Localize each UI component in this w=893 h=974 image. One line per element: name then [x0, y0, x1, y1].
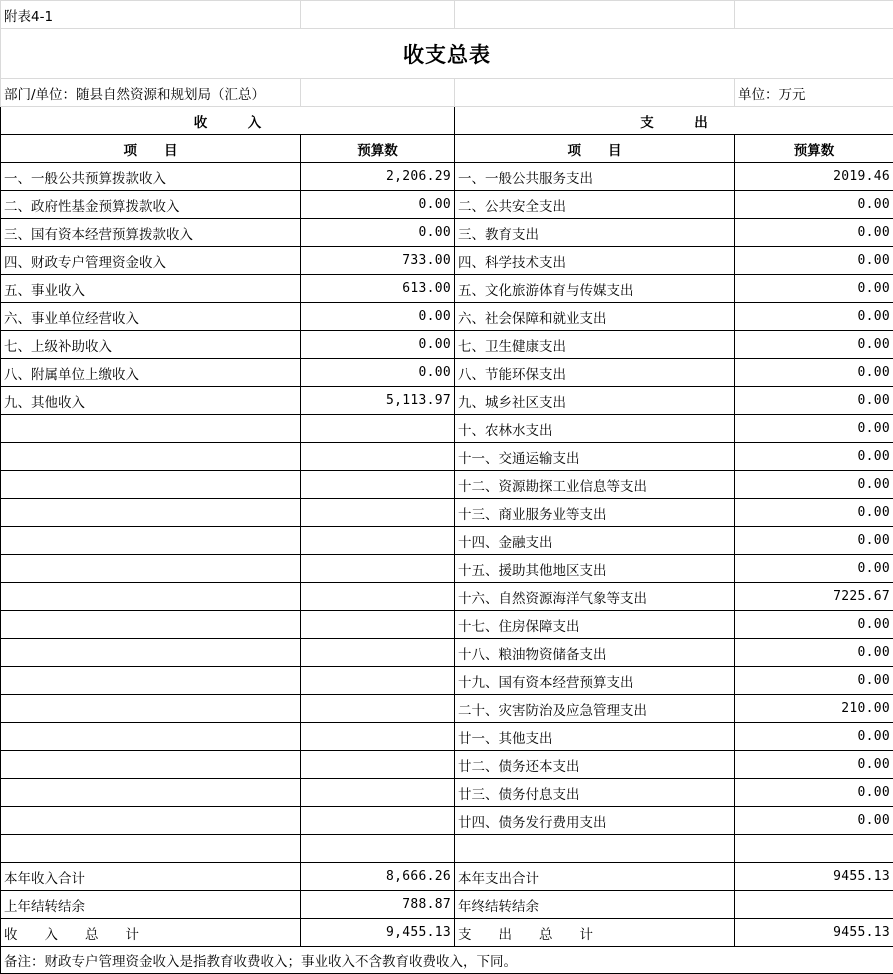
income-value-cell[interactable]: 5,113.97 — [301, 387, 455, 415]
income-item-header[interactable]: 项 目 — [1, 135, 301, 163]
income-item-cell[interactable] — [1, 499, 301, 527]
expense-header[interactable]: 支 出 — [455, 107, 893, 135]
empty-cell[interactable] — [301, 1, 455, 29]
expense-value-cell[interactable]: 0.00 — [735, 779, 893, 807]
income-item-cell[interactable]: 六、事业单位经营收入 — [1, 303, 301, 331]
income-value-cell[interactable] — [301, 667, 455, 695]
expense-item-cell[interactable]: 十七、住房保障支出 — [455, 611, 735, 639]
expense-item-cell[interactable]: 六、社会保障和就业支出 — [455, 303, 735, 331]
income-value-cell[interactable]: 9,455.13 — [301, 919, 455, 947]
table-row — [1, 807, 893, 835]
table-row — [1, 275, 893, 303]
table-row — [1, 303, 893, 331]
expense-value-cell[interactable]: 210.00 — [735, 695, 893, 723]
income-value-cell[interactable] — [301, 555, 455, 583]
expense-value-cell[interactable]: 0.00 — [735, 751, 893, 779]
expense-item-cell[interactable] — [455, 835, 735, 863]
income-item-cell[interactable] — [1, 527, 301, 555]
expense-budget-header[interactable]: 预算数 — [735, 135, 893, 163]
income-value-cell[interactable] — [301, 583, 455, 611]
income-value-cell[interactable] — [301, 415, 455, 443]
table-row — [1, 331, 893, 359]
table-row — [1, 667, 893, 695]
expense-value-cell[interactable]: 7225.67 — [735, 583, 893, 611]
title-row — [1, 29, 893, 79]
income-item-cell[interactable] — [1, 415, 301, 443]
income-item-cell[interactable]: 八、附属单位上缴收入 — [1, 359, 301, 387]
expense-value-cell[interactable]: 0.00 — [735, 359, 893, 387]
income-value-cell[interactable] — [301, 639, 455, 667]
expense-value-cell[interactable] — [735, 835, 893, 863]
expense-value-cell[interactable]: 0.00 — [735, 275, 893, 303]
income-value-cell[interactable] — [301, 807, 455, 835]
expense-item-cell[interactable]: 十二、资源勘探工业信息等支出 — [455, 471, 735, 499]
income-item-cell[interactable] — [1, 667, 301, 695]
income-item-cell[interactable]: 三、国有资本经营预算拨款收入 — [1, 219, 301, 247]
income-item-cell[interactable] — [1, 751, 301, 779]
expense-item-cell[interactable]: 十六、自然资源海洋气象等支出 — [455, 583, 735, 611]
sheet-label-row — [1, 1, 893, 29]
expense-item-cell[interactable]: 二、公共安全支出 — [455, 191, 735, 219]
expense-value-cell[interactable]: 0.00 — [735, 667, 893, 695]
table-row — [1, 247, 893, 275]
table-row — [1, 695, 893, 723]
expense-item-cell[interactable]: 本年支出合计 — [455, 863, 735, 891]
department-row — [1, 79, 893, 107]
expense-item-cell[interactable]: 廿二、债务还本支出 — [455, 751, 735, 779]
income-header[interactable]: 收 入 — [1, 107, 455, 135]
section-header-row — [1, 107, 893, 135]
total-row — [1, 919, 893, 947]
table-row — [1, 219, 893, 247]
table-row — [1, 723, 893, 751]
expense-value-cell[interactable]: 0.00 — [735, 443, 893, 471]
table-row — [1, 527, 893, 555]
expense-item-cell[interactable]: 十、农林水支出 — [455, 415, 735, 443]
income-value-cell[interactable]: 8,666.26 — [301, 863, 455, 891]
expense-value-cell[interactable]: 0.00 — [735, 191, 893, 219]
income-value-cell[interactable] — [301, 443, 455, 471]
income-value-cell[interactable]: 2,206.29 — [301, 163, 455, 191]
income-item-cell[interactable]: 四、财政专户管理资金收入 — [1, 247, 301, 275]
income-item-cell[interactable] — [1, 611, 301, 639]
income-item-cell[interactable]: 五、事业收入 — [1, 275, 301, 303]
expense-value-cell[interactable]: 0.00 — [735, 471, 893, 499]
expense-value-cell[interactable]: 0.00 — [735, 303, 893, 331]
footnote[interactable]: 备注：财政专户管理资金收入是指教育收费收入；事业收入不含教育收费收入，下同。 — [1, 947, 893, 974]
expense-value-cell[interactable]: 9455.13 — [735, 919, 893, 947]
expense-value-cell[interactable]: 0.00 — [735, 527, 893, 555]
table-row — [1, 751, 893, 779]
department-label[interactable]: 部门/单位：随县自然资源和规划局（汇总） — [1, 79, 301, 107]
income-item-cell[interactable]: 九、其他收入 — [1, 387, 301, 415]
expense-item-cell[interactable]: 廿四、债务发行费用支出 — [455, 807, 735, 835]
empty-cell[interactable] — [455, 1, 735, 29]
expense-value-cell[interactable]: 2019.46 — [735, 163, 893, 191]
expense-item-cell[interactable]: 廿三、债务付息支出 — [455, 779, 735, 807]
table-row — [1, 555, 893, 583]
income-value-cell[interactable]: 0.00 — [301, 331, 455, 359]
income-item-cell[interactable]: 收 入 总 计 — [1, 919, 301, 947]
expense-value-cell[interactable]: 0.00 — [735, 723, 893, 751]
empty-cell[interactable] — [301, 79, 455, 107]
income-item-cell[interactable] — [1, 555, 301, 583]
expense-item-cell[interactable]: 七、卫生健康支出 — [455, 331, 735, 359]
income-value-cell[interactable]: 613.00 — [301, 275, 455, 303]
expense-value-cell[interactable]: 0.00 — [735, 499, 893, 527]
page-title[interactable]: 收支总表 — [1, 29, 893, 79]
expense-value-cell[interactable] — [735, 891, 893, 919]
expense-value-cell[interactable]: 0.00 — [735, 387, 893, 415]
income-value-cell[interactable]: 0.00 — [301, 359, 455, 387]
expense-value-cell[interactable]: 0.00 — [735, 639, 893, 667]
expense-value-cell[interactable]: 0.00 — [735, 331, 893, 359]
income-value-cell[interactable] — [301, 835, 455, 863]
sheet-label[interactable]: 附表4-1 — [1, 1, 301, 29]
income-item-cell[interactable] — [1, 443, 301, 471]
table-row — [1, 639, 893, 667]
income-item-cell[interactable] — [1, 695, 301, 723]
total-row — [1, 863, 893, 891]
income-item-cell[interactable]: 一、一般公共预算拨款收入 — [1, 163, 301, 191]
expense-value-cell[interactable]: 0.00 — [735, 247, 893, 275]
expense-item-cell[interactable]: 一、一般公共服务支出 — [455, 163, 735, 191]
table-row — [1, 499, 893, 527]
unit-label[interactable]: 单位：万元 — [735, 79, 893, 107]
table-row — [1, 779, 893, 807]
income-item-cell[interactable] — [1, 639, 301, 667]
table-row — [1, 471, 893, 499]
income-item-cell[interactable]: 二、政府性基金预算拨款收入 — [1, 191, 301, 219]
income-item-cell[interactable]: 本年收入合计 — [1, 863, 301, 891]
expense-item-cell[interactable]: 十一、交通运输支出 — [455, 443, 735, 471]
income-item-cell[interactable]: 七、上级补助收入 — [1, 331, 301, 359]
income-item-cell[interactable] — [1, 835, 301, 863]
income-value-cell[interactable] — [301, 779, 455, 807]
expense-item-cell[interactable]: 十三、商业服务业等支出 — [455, 499, 735, 527]
table-row — [1, 611, 893, 639]
income-value-cell[interactable] — [301, 611, 455, 639]
expense-item-cell[interactable]: 八、节能环保支出 — [455, 359, 735, 387]
income-value-cell[interactable] — [301, 695, 455, 723]
income-value-cell[interactable] — [301, 499, 455, 527]
expense-item-cell[interactable]: 十五、援助其他地区支出 — [455, 555, 735, 583]
empty-cell[interactable] — [455, 79, 735, 107]
income-item-cell[interactable] — [1, 723, 301, 751]
table-row — [1, 191, 893, 219]
income-value-cell[interactable] — [301, 471, 455, 499]
income-budget-header[interactable]: 预算数 — [301, 135, 455, 163]
expense-value-cell[interactable]: 0.00 — [735, 807, 893, 835]
table-row — [1, 835, 893, 863]
expense-item-cell[interactable]: 五、文化旅游体育与传媒支出 — [455, 275, 735, 303]
expense-item-cell[interactable]: 支 出 总 计 — [455, 919, 735, 947]
table-row — [1, 583, 893, 611]
table-row — [1, 387, 893, 415]
expense-item-cell[interactable]: 四、科学技术支出 — [455, 247, 735, 275]
expense-value-cell[interactable]: 0.00 — [735, 555, 893, 583]
income-item-cell[interactable]: 上年结转结余 — [1, 891, 301, 919]
income-value-cell[interactable] — [301, 527, 455, 555]
table-row — [1, 415, 893, 443]
income-value-cell[interactable] — [301, 751, 455, 779]
income-value-cell[interactable]: 733.00 — [301, 247, 455, 275]
column-header-row — [1, 135, 893, 163]
expense-item-cell[interactable]: 十九、国有资本经营预算支出 — [455, 667, 735, 695]
expense-value-cell[interactable]: 0.00 — [735, 611, 893, 639]
income-value-cell[interactable]: 0.00 — [301, 219, 455, 247]
expense-item-cell[interactable]: 十四、金融支出 — [455, 527, 735, 555]
income-value-cell[interactable] — [301, 723, 455, 751]
income-item-cell[interactable] — [1, 583, 301, 611]
income-value-cell[interactable]: 0.00 — [301, 303, 455, 331]
income-item-cell[interactable] — [1, 807, 301, 835]
expense-item-cell[interactable]: 三、教育支出 — [455, 219, 735, 247]
expense-item-cell[interactable]: 年终结转结余 — [455, 891, 735, 919]
income-item-cell[interactable] — [1, 779, 301, 807]
empty-cell[interactable] — [735, 1, 893, 29]
expense-item-header[interactable]: 项 目 — [455, 135, 735, 163]
note-row — [1, 947, 893, 974]
expense-item-cell[interactable]: 廿一、其他支出 — [455, 723, 735, 751]
table-row — [1, 359, 893, 387]
expense-item-cell[interactable]: 十八、粮油物资储备支出 — [455, 639, 735, 667]
expense-item-cell[interactable]: 二十、灾害防治及应急管理支出 — [455, 695, 735, 723]
expense-value-cell[interactable]: 9455.13 — [735, 863, 893, 891]
income-value-cell[interactable]: 788.87 — [301, 891, 455, 919]
income-value-cell[interactable]: 0.00 — [301, 191, 455, 219]
income-item-cell[interactable] — [1, 471, 301, 499]
expense-value-cell[interactable]: 0.00 — [735, 219, 893, 247]
total-row — [1, 891, 893, 919]
table-row — [1, 443, 893, 471]
table-row — [1, 163, 893, 191]
expense-item-cell[interactable]: 九、城乡社区支出 — [455, 387, 735, 415]
expense-value-cell[interactable]: 0.00 — [735, 415, 893, 443]
